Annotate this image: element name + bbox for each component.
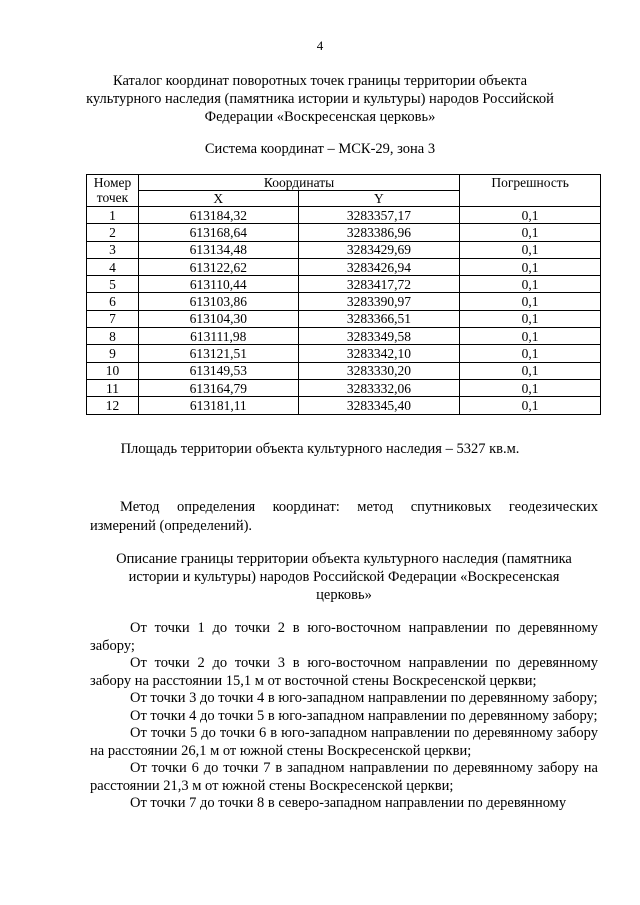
coord-x: 613103,86 xyxy=(138,293,298,310)
area-statement: Площадь территории объекта культурного наследия – 5327 кв.м. xyxy=(120,441,520,457)
description-title-line: истории и культуры) народов Российской Федерации «Воскресенская xyxy=(128,569,560,585)
catalog-title-line: Федерации «Воскресенская церковь» xyxy=(204,109,436,125)
point-number: 5 xyxy=(87,276,139,293)
coord-y: 3283345,40 xyxy=(298,397,460,414)
table-row xyxy=(87,207,601,224)
boundary-segment: От точки 7 до точки 8 в северо-западном направлении по деревянному xyxy=(130,795,567,811)
point-number: 6 xyxy=(87,293,139,310)
coord-y: 3283342,10 xyxy=(298,345,460,362)
boundary-segment: От точки 2 до точки 3 в юго-восточном направлении по деревянному забору на расстоянии 15,1 м от восточной стены Воскресенской церкви; xyxy=(90,655,598,689)
description-title-line: церковь» xyxy=(316,587,372,603)
table-row xyxy=(87,224,601,241)
header-point-number: Номер точек xyxy=(87,175,139,207)
coord-x: 613121,51 xyxy=(138,345,298,362)
table-row xyxy=(87,293,601,310)
coord-x: 613110,44 xyxy=(138,276,298,293)
error-value: 0,1 xyxy=(460,258,601,275)
coord-x: 613134,48 xyxy=(138,241,298,258)
error-value: 0,1 xyxy=(460,397,601,414)
coord-y: 3283417,72 xyxy=(298,276,460,293)
error-value: 0,1 xyxy=(460,328,601,345)
coordinate-system: Система координат – МСК-29, зона 3 xyxy=(204,141,436,157)
boundary-segment: От точки 3 до точки 4 в юго-западном направлении по деревянному забору; xyxy=(130,690,598,706)
error-value: 0,1 xyxy=(460,241,601,258)
catalog-title-line: Каталог координат поворотных точек границы территории объекта xyxy=(112,73,527,89)
point-number: 7 xyxy=(87,310,139,327)
boundary-description xyxy=(90,620,598,813)
table-row xyxy=(87,328,601,345)
method-paragraph: Метод определения координат: метод спутниковых геодезических измерений (определений). xyxy=(90,499,598,534)
coord-x: 613122,62 xyxy=(138,258,298,275)
boundary-segment: От точки 6 до точки 7 в западном направлении по деревянному забору на расстоянии 21,3 м от южной стены Воскресенской церкви; xyxy=(90,760,598,794)
point-number: 9 xyxy=(87,345,139,362)
catalog-title xyxy=(80,72,560,126)
point-number: 11 xyxy=(87,379,139,396)
point-number: 3 xyxy=(87,241,139,258)
coord-y: 3283330,20 xyxy=(298,362,460,379)
coordinates-table xyxy=(86,174,601,415)
coord-x: 613164,79 xyxy=(138,379,298,396)
header-error: Погрешность xyxy=(460,175,601,207)
error-value: 0,1 xyxy=(460,293,601,310)
table-row xyxy=(87,362,601,379)
point-number: 2 xyxy=(87,224,139,241)
point-number: 12 xyxy=(87,397,139,414)
table-row xyxy=(87,258,601,275)
error-value: 0,1 xyxy=(460,224,601,241)
error-value: 0,1 xyxy=(460,345,601,362)
boundary-segment: От точки 5 до точки 6 в юго-западном направлении по деревянному забору на расстоянии 26,1 м от южной стены Воскресенской церкви; xyxy=(90,725,598,759)
header-y: Y xyxy=(298,191,460,207)
error-value: 0,1 xyxy=(460,362,601,379)
coord-x: 613168,64 xyxy=(138,224,298,241)
error-value: 0,1 xyxy=(460,379,601,396)
coord-y: 3283357,17 xyxy=(298,207,460,224)
point-number: 4 xyxy=(87,258,139,275)
description-title-line: Описание границы территории объекта культурного наследия (памятника xyxy=(116,551,572,567)
coord-y: 3283429,69 xyxy=(298,241,460,258)
coord-y: 3283366,51 xyxy=(298,310,460,327)
coord-x: 613104,30 xyxy=(138,310,298,327)
page-number: 4 xyxy=(316,38,324,53)
coord-y: 3283390,97 xyxy=(298,293,460,310)
point-number: 1 xyxy=(87,207,139,224)
table-row xyxy=(87,397,601,414)
error-value: 0,1 xyxy=(460,276,601,293)
table-row xyxy=(87,310,601,327)
coord-x: 613149,53 xyxy=(138,362,298,379)
boundary-segment: От точки 4 до точки 5 в юго-западном направлении по деревянному забору; xyxy=(130,707,598,724)
table-row xyxy=(87,345,601,362)
point-number: 10 xyxy=(87,362,139,379)
coord-x: 613181,11 xyxy=(138,397,298,414)
error-value: 0,1 xyxy=(460,310,601,327)
table-row xyxy=(87,276,601,293)
catalog-title-line: культурного наследия (памятника истории и культуры) народов Российской xyxy=(86,91,554,107)
coord-x: 613184,32 xyxy=(138,207,298,224)
point-number: 8 xyxy=(87,328,139,345)
coord-x: 613111,98 xyxy=(138,328,298,345)
header-x: X xyxy=(138,191,298,207)
header-coordinates: Координаты xyxy=(138,175,459,191)
coord-y: 3283349,58 xyxy=(298,328,460,345)
error-value: 0,1 xyxy=(460,207,601,224)
boundary-segment: От точки 1 до точки 2 в юго-восточном направлении по деревянному забору; xyxy=(90,620,598,654)
coord-y: 3283386,96 xyxy=(298,224,460,241)
table-row xyxy=(87,241,601,258)
description-title xyxy=(90,550,598,604)
coord-y: 3283426,94 xyxy=(298,258,460,275)
coord-y: 3283332,06 xyxy=(298,379,460,396)
table-row xyxy=(87,379,601,396)
